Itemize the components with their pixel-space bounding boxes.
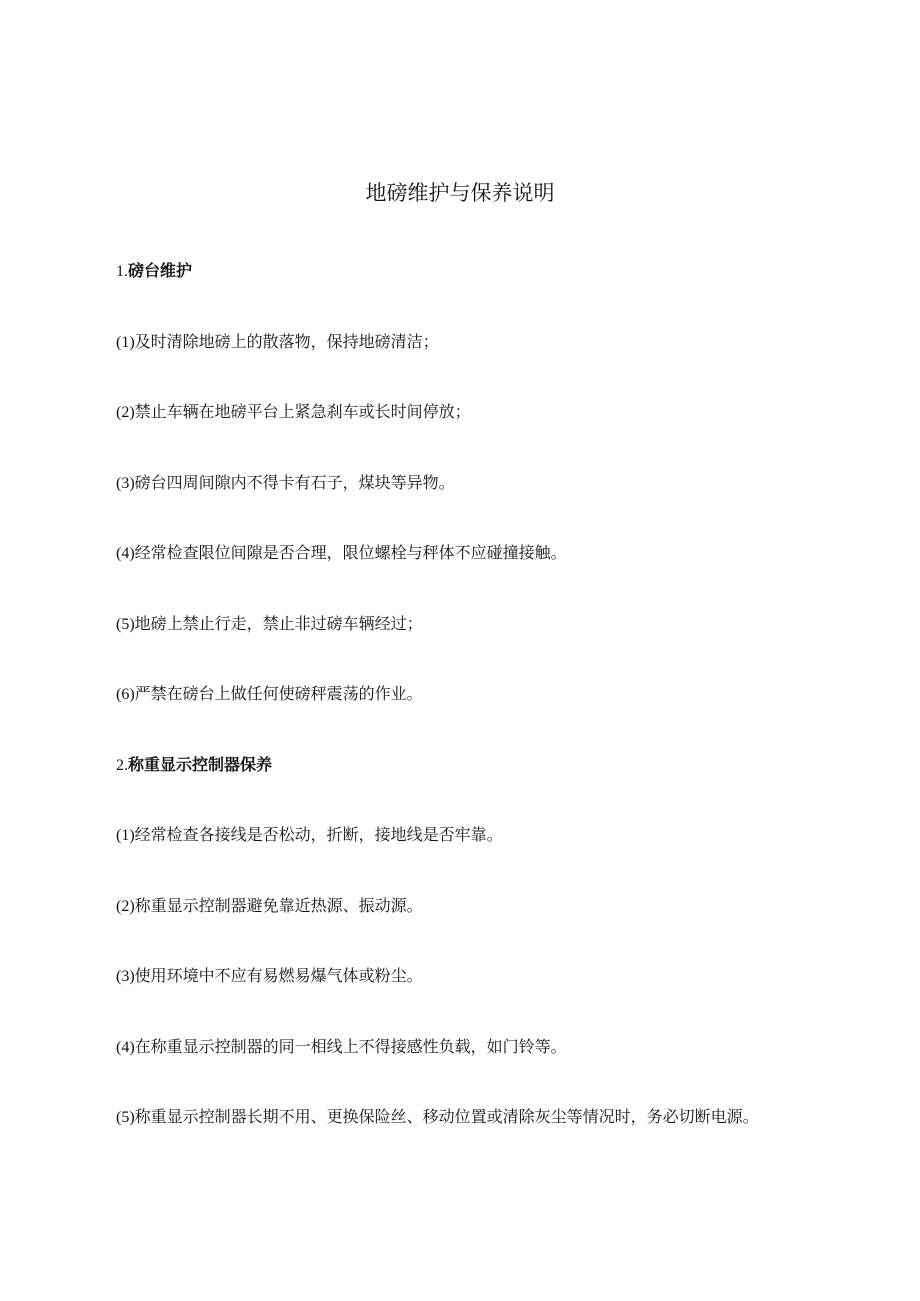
list-item xyxy=(116,1105,759,1130)
item-number: (2) xyxy=(116,898,135,915)
list-item xyxy=(116,682,423,707)
item-number: (1) xyxy=(116,334,135,351)
item-number: (4) xyxy=(116,545,135,562)
section-heading-1 xyxy=(116,259,192,284)
document-title: 地磅维护与保养说明 xyxy=(365,181,555,205)
list-item xyxy=(116,330,439,355)
item-text: 禁止车辆在地磅平台上紧急刹车或长时间停放； xyxy=(134,402,471,421)
list-item xyxy=(116,823,503,848)
item-number: (2) xyxy=(116,404,135,421)
item-number: (6) xyxy=(116,686,135,703)
item-number: (3) xyxy=(116,968,135,985)
list-item xyxy=(116,964,423,989)
item-number: (1) xyxy=(116,827,135,844)
item-number: (4) xyxy=(116,1039,135,1056)
section-title: 称重显示控制器保养 xyxy=(128,755,273,774)
list-item xyxy=(116,894,423,919)
item-text: 磅台四周间隙内不得卡有石子，煤块等异物。 xyxy=(134,473,455,492)
list-item xyxy=(116,612,423,637)
item-text: 严禁在磅台上做任何使磅秤震荡的作业。 xyxy=(134,684,423,703)
item-number: (5) xyxy=(116,1109,135,1126)
item-text: 地磅上禁止行走，禁止非过磅车辆经过； xyxy=(134,614,423,633)
section-number: 1. xyxy=(116,263,128,280)
item-text: 经常检查各接线是否松动，折断，接地线是否牢靠。 xyxy=(134,825,503,844)
item-number: (5) xyxy=(116,616,135,633)
item-text: 称重显示控制器避免靠近热源、振动源。 xyxy=(134,896,423,915)
item-number: (3) xyxy=(116,475,135,492)
list-item xyxy=(116,471,455,496)
item-text: 使用环境中不应有易燃易爆气体或粉尘。 xyxy=(134,966,423,985)
section-number: 2. xyxy=(116,757,128,774)
list-item xyxy=(116,541,567,566)
list-item xyxy=(116,1035,567,1060)
section-heading-2 xyxy=(116,753,272,778)
list-item xyxy=(116,400,471,425)
item-text: 经常检查限位间隙是否合理，限位螺栓与秤体不应碰撞接触。 xyxy=(134,543,567,562)
item-text: 称重显示控制器长期不用、更换保险丝、移动位置或清除灰尘等情况时，务必切断电源。 xyxy=(134,1107,759,1126)
item-text: 及时清除地磅上的散落物，保持地磅清洁； xyxy=(134,332,439,351)
section-title: 磅台维护 xyxy=(128,261,193,280)
item-text: 在称重显示控制器的同一相线上不得接感性负载，如门铃等。 xyxy=(134,1037,567,1056)
